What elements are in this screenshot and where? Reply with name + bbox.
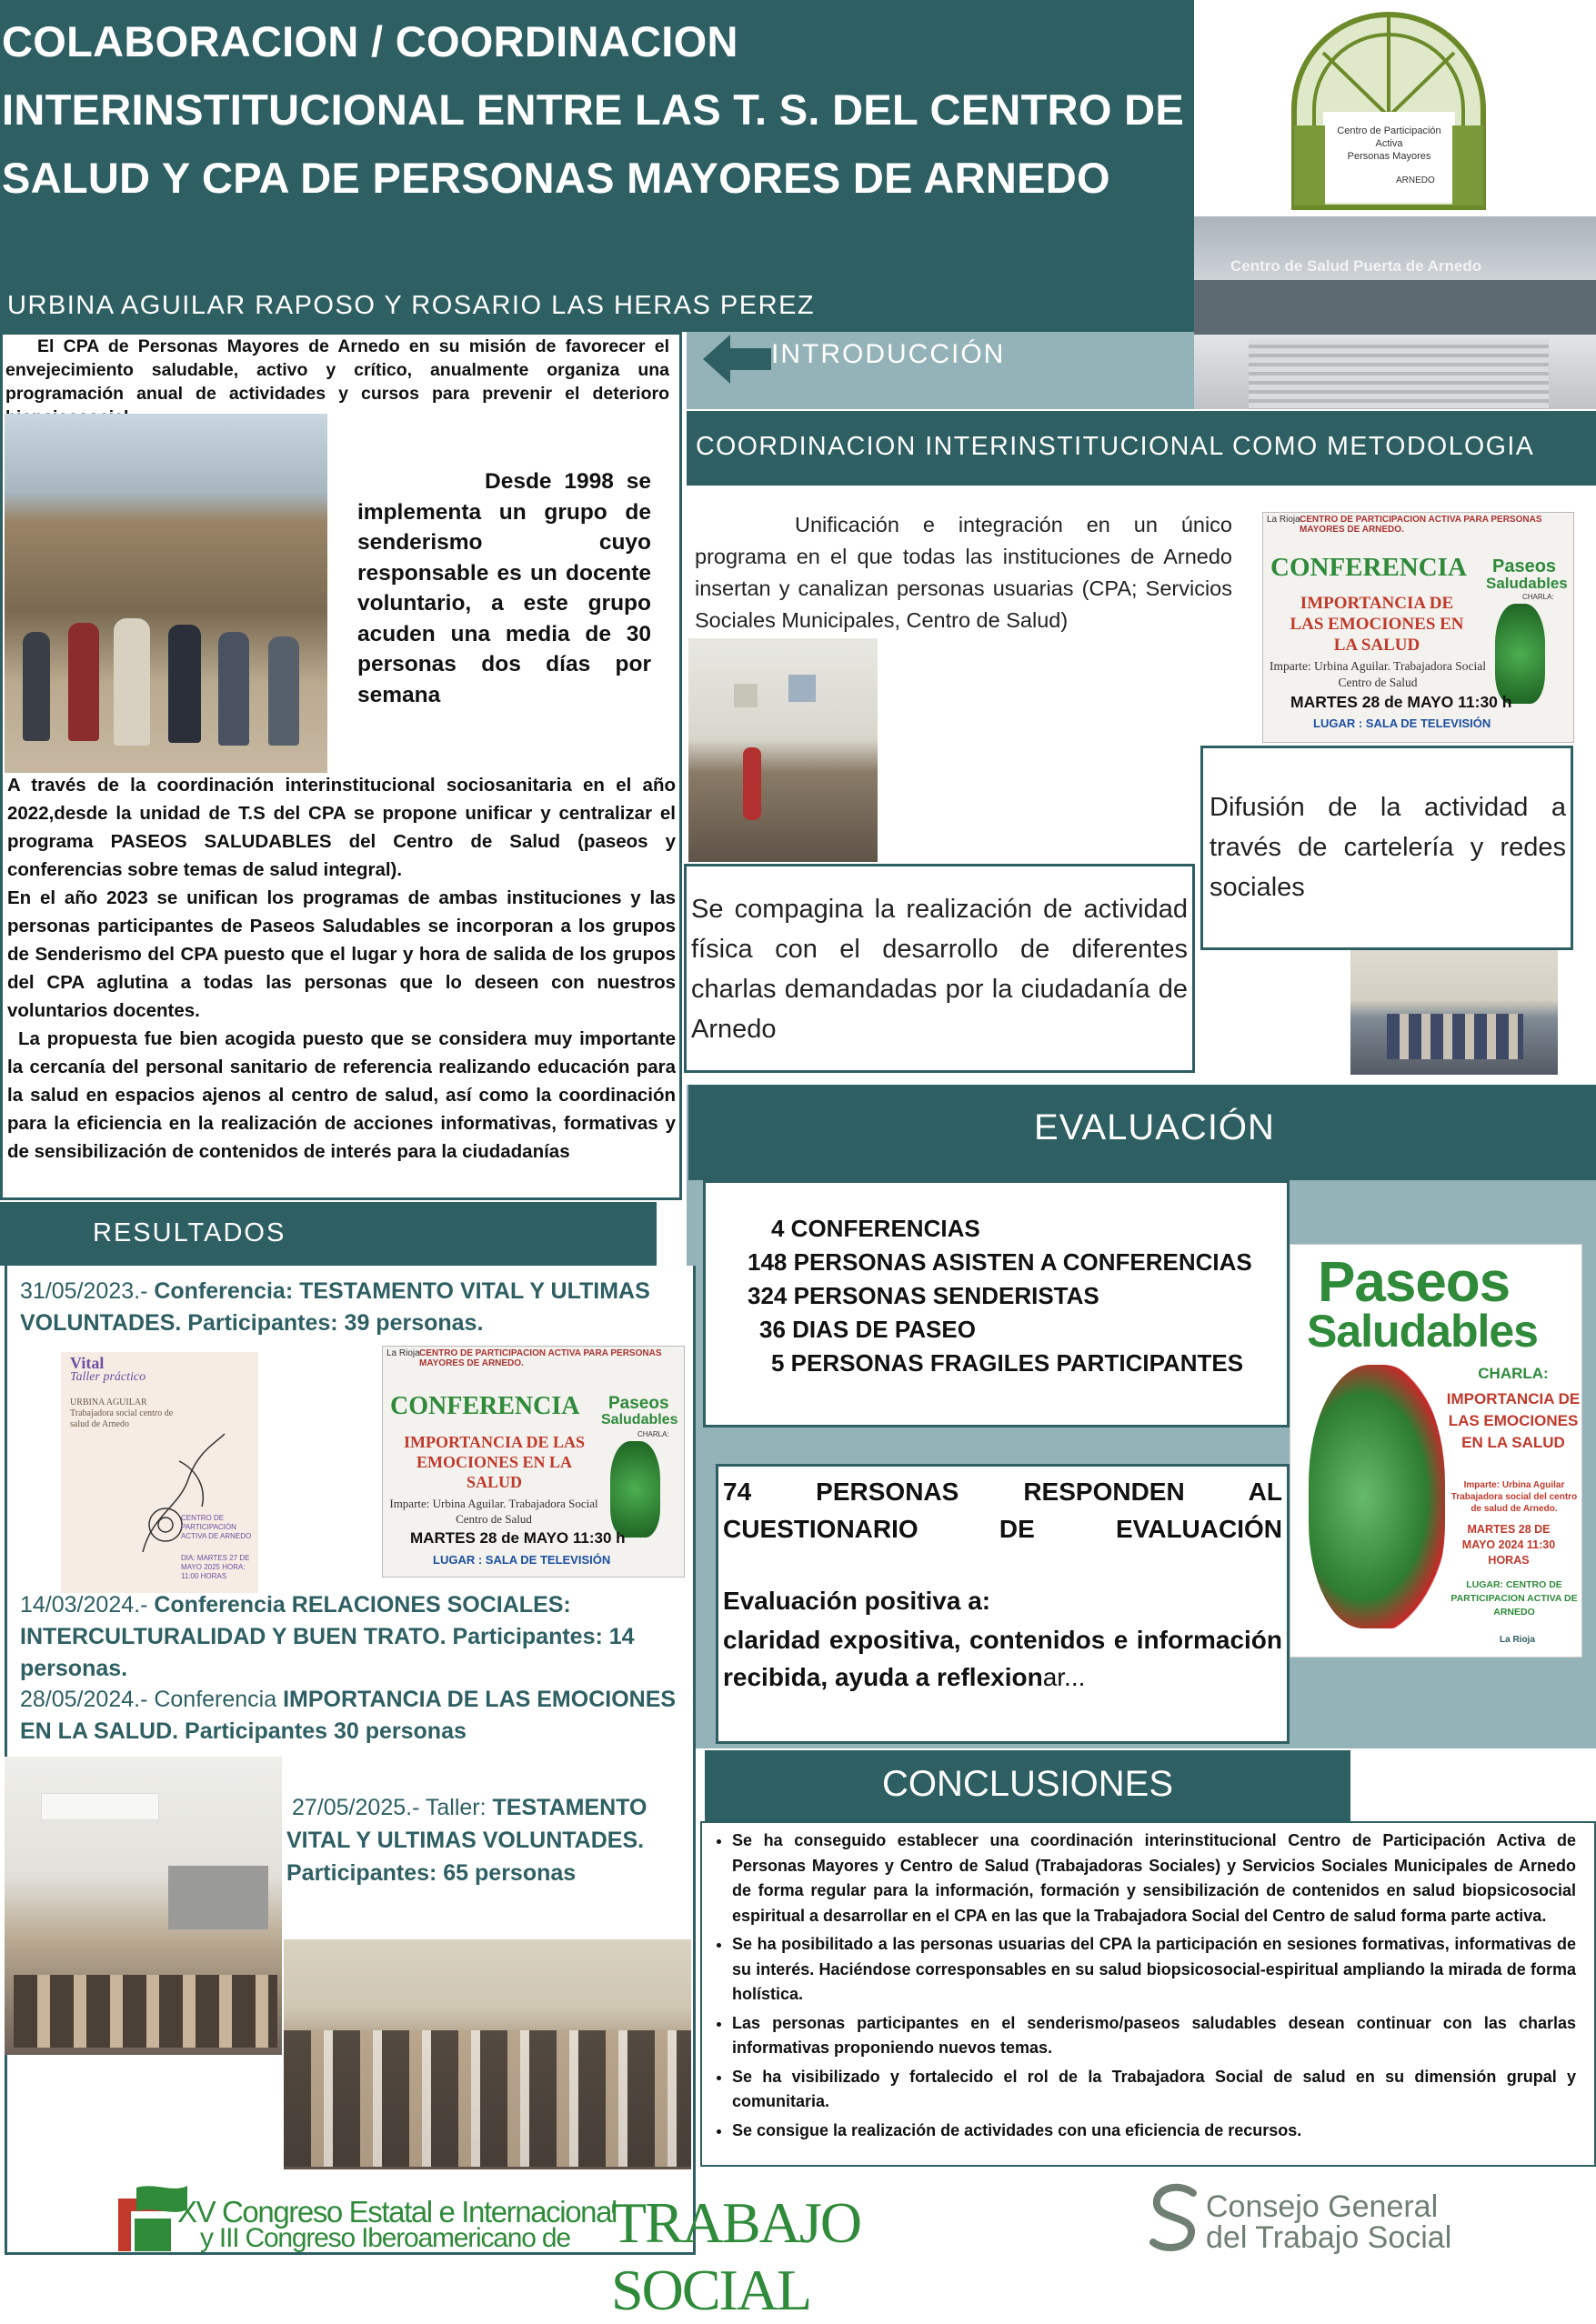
stat-3: 324 PERSONAS SENDERISTAS xyxy=(748,1282,1099,1309)
cpa-logo xyxy=(1287,7,1491,212)
vital-speaker: URBINA AGUILAR Trabajadora social centro de salud de Arnedo xyxy=(70,1397,174,1429)
logo-line2: Activa xyxy=(1375,138,1403,149)
vital-subtitle: Taller práctico xyxy=(70,1370,146,1384)
resultado-1 xyxy=(20,1276,679,1339)
poster-place: LUGAR : SALA DE TELEVISIÓN xyxy=(1313,716,1491,730)
poster-date: MARTES 28 de MAYO 11:30 h xyxy=(410,1529,626,1547)
stat-1: 4 CONFERENCIAS xyxy=(771,1215,980,1242)
evaluacion-heading: EVALUACIÓN xyxy=(1034,1107,1275,1147)
poster-brand-2: Saludables xyxy=(601,1412,678,1427)
resultado-2 xyxy=(20,1589,679,1685)
authors: URBINA AGUILAR RAPOSO Y ROSARIO LAS HERAS PEREZ xyxy=(7,291,816,320)
big-poster-charla: CHARLA: xyxy=(1478,1365,1549,1382)
poster-header: CENTRO DE PARTICIPACION ACTIVA PARA PERSONAS MAYORES DE ARNEDO. xyxy=(1300,515,1542,535)
poster-org: La Rioja xyxy=(1267,515,1300,525)
resultado-2-text: Conferencia RELACIONES SOCIALES: INTERCULTURALIDAD Y BUEN TRATO. Participantes: 14 personas. xyxy=(20,1592,635,1681)
logo-line1: Centro de Participación xyxy=(1337,125,1441,136)
metodologia-text-2: Se compagina la realización de actividad física con el desarrollo de diferentes charlas demandadas por la ciudadanía de Arnedo xyxy=(691,895,1188,1044)
survey-positive-tail: ar... xyxy=(1042,1663,1086,1691)
intro-heading: INTRODUCCIÓN xyxy=(771,339,1006,369)
vital-poster xyxy=(61,1352,258,1593)
poster-brand-2: Saludables xyxy=(1486,575,1568,592)
big-poster-logo: La Rioja xyxy=(1500,1635,1535,1645)
consejo-line-1: Consejo General xyxy=(1206,2189,1439,2224)
metodologia-heading: COORDINACION INTERINSTITUCIONAL COMO METODOLOGIA xyxy=(696,432,1535,461)
poster-subject: IMPORTANCIA DE LAS EMOCIONES EN LA SALUD xyxy=(403,1433,586,1491)
poster-small: CHARLA: xyxy=(1522,593,1554,601)
congress-line-1: XV Congreso Estatal e Internacional xyxy=(177,2195,617,2229)
resultado-1-text: Conferencia: TESTAMENTO VITAL Y ULTIMAS VOLUNTADES. Participantes: 39 personas. xyxy=(20,1278,650,1336)
conclusiones-list xyxy=(705,1828,1576,2147)
resultado-3-text: IMPORTANCIA DE LAS EMOCIONES EN LA SALUD. Participantes 30 personas xyxy=(20,1687,677,1744)
consejo-line-2: del Trabajo Social xyxy=(1206,2220,1452,2255)
hikers-photo xyxy=(5,414,327,773)
poster-subject: IMPORTANCIA DE LAS EMOCIONES EN LA SALUD xyxy=(1290,594,1464,655)
conclusion-item: • Se ha visibilizado y fortalecido el rol de la Trabajadora Social de salud en su dimensión grupal y comunitaria. xyxy=(732,2065,1576,2115)
taller-photo-2 xyxy=(284,1939,691,2169)
intro-paragraph-2: Desde 1998 se implementa un grupo de senderismo cuyo responsable es un docente voluntario, a este grupo acuden una media de 30 personas dos días por semana xyxy=(357,469,651,707)
taller-photo-1 xyxy=(5,1757,282,2055)
resultado-2-date: 14/03/2024.- xyxy=(20,1592,155,1618)
poster-header: CENTRO DE PARTICIPACION ACTIVA PARA PERSONAS MAYORES DE ARNEDO. xyxy=(419,1348,662,1368)
poster-title: COLABORACION / COORDINACION INTERINSTITUCIONAL ENTRE LAS T. S. DEL CENTRO DE SALUD Y CPA DE PERSONAS MAYORES DE ARNEDO xyxy=(2,17,1185,202)
resultado-3-date: 28/05/2024.- Conferencia xyxy=(20,1687,284,1712)
poster-speaker: Imparte: Urbina Aguilar. Trabajadora Social Centro de Salud xyxy=(389,1497,598,1526)
vital-title: Vital xyxy=(70,1354,105,1372)
big-poster-date: MARTES 28 DE MAYO 2024 11:30 HORAS xyxy=(1461,1523,1556,1567)
conclusion-item: • Se ha posibilitado a las personas usuarias del CPA la participación en sesiones formativas, informativas de su interés. Haciéndose corresponsables en su salud biopsicosocial-espiritual ampliando la mirada de forma holística. xyxy=(732,1932,1576,2008)
stat-5: 5 PERSONAS FRAGILES PARTICIPANTES xyxy=(771,1349,1244,1377)
consejo-logo xyxy=(1148,2182,1584,2255)
congress-big: TRABAJO SOCIAL xyxy=(611,2190,861,2322)
conference-photo-1 xyxy=(688,638,878,862)
resultado-4-text: TESTAMENTO VITAL Y ULTIMAS VOLUNTADES. Participantes: 65 personas xyxy=(286,1795,647,1886)
poster-date: MARTES 28 de MAYO 11:30 h xyxy=(1290,693,1512,711)
poster-speaker: Imparte: Urbina Aguilar. Trabajadora Social Centro de Salud xyxy=(1269,659,1487,689)
stat-2: 148 PERSONAS ASISTEN A CONFERENCIAS xyxy=(748,1248,1252,1276)
resultado-3 xyxy=(20,1684,679,1748)
conference-poster-bottom xyxy=(382,1346,685,1578)
congress-line-2: y III Congreso Iberoamericano de xyxy=(200,2223,570,2253)
poster-brand-1: Paseos xyxy=(1492,556,1557,576)
poster-place: LUGAR : SALA DE TELEVISIÓN xyxy=(433,1553,611,1567)
resultado-1-date: 31/05/2023.- xyxy=(20,1278,155,1304)
conclusion-item: • Se ha conseguido establecer una coordinación interinstitucional Centro de Participación Activa de Personas Mayores y Centro de Salud (Trabajadoras Sociales) y Servicios Sociales Municipales de Arnedo de forma regular para la información, formación y sensibilización de contenidos en salud biopsicosocial espiritual a desarrollar en el CPA en las que la Trabajadora Social del Centro de salud forma parte activa. xyxy=(732,1828,1576,1928)
intro-paragraph-1: El CPA de Personas Mayores de Arnedo en su misión de favorecer el envejecimiento saludable, activo y crítico, anualmente organiza una programación anual de actividades y cursos para prevenir el deterioro xyxy=(5,336,669,404)
big-poster-subject: IMPORTANCIA DE LAS EMOCIONES EN LA SALUD xyxy=(1446,1390,1581,1451)
survey-positive xyxy=(723,1621,1282,1696)
conclusion-item: • Se consigue la realización de actividades con una eficiencia de recursos. xyxy=(732,2119,1576,2144)
poster-title: CONFERENCIA xyxy=(1270,553,1467,582)
intro-paragraph-4: En el año 2023 se unifican los programas de ambas instituciones y las personas participantes de Paseos Saludables se incorporan a los grupos de Senderismo del CPA puesto que el lugar y hora de salida de los grupos del CPA aglutina a todas las personas que lo deseen con nuestros voluntarios docentes. xyxy=(7,887,676,1021)
big-poster-speaker: Imparte: Urbina Aguilar Trabajadora social del centro de salud de Arnedo. xyxy=(1450,1480,1578,1514)
resultado-4-date: 27/05/2025.- Taller: xyxy=(292,1795,493,1820)
vital-venue: CENTRO DE PARTICIPACIÓN ACTIVA DE ARNEDO xyxy=(181,1514,252,1540)
poster-title: CONFERENCIA xyxy=(390,1392,580,1420)
survey-positive-text: claridad expositiva, contenidos e información recibida, ayuda a reflexion xyxy=(723,1626,1282,1691)
stat-4: 36 DIAS DE PASEO xyxy=(759,1316,976,1343)
intro-paragraph-5: La propuesta fue bien acogida puesto que se considera muy importante la cercanía del personal sanitario de referencia realizando educación para la salud en espacios ajenos al centro de salud, así como la coordinación para la eficiencia en la realización de acciones informativas, formativas y de sensibilización de contenidos de interés para la ciudadanías xyxy=(7,1028,676,1162)
conference-photo-2 xyxy=(1350,950,1558,1075)
paseos-saludables-poster xyxy=(1290,1244,1582,1658)
metodologia-text-1: Unificación e integración en un único programa en el que todas las instituciones de Arnedo insertan y canalizan personas usuarias (CPA; Servicios Sociales Municipales, Centro de Salud) xyxy=(695,513,1232,632)
logo-line3: Personas Mayores xyxy=(1347,151,1431,162)
arch-logo-icon xyxy=(1287,7,1491,212)
intro-paragraph-3: A través de la coordinación interinstitucional sociosanitaria en el año 2022,desde la unidad de T.S del CPA se propone unificar y centralizar el programa PASEOS SALUDABLES del Centro de Salud (paseos y conferencias sobre temas de salud integral). xyxy=(7,775,676,880)
building-sign: Centro de Salud Puerta de Arnedo xyxy=(1230,257,1482,275)
congress-logo xyxy=(109,2182,964,2322)
vital-date: DIA: MARTES 27 DE MAYO 2025 HORA: 11:00 HORAS xyxy=(181,1554,250,1580)
poster-org: La Rioja xyxy=(386,1348,420,1358)
arrow-left-icon xyxy=(703,335,771,384)
big-poster-brand-2: Saludables xyxy=(1307,1306,1538,1357)
poster-small: CHARLA: xyxy=(637,1430,669,1438)
survey-text: 74 PERSONAS RESPONDEN AL CUESTIONARIO DE EVALUACIÓN xyxy=(723,1478,1282,1543)
resultado-4 xyxy=(286,1791,691,1889)
survey-positive-label: Evaluación positiva a: xyxy=(723,1587,991,1615)
conclusion-item: • Las personas participantes en el senderismo/paseos saludables desean continuar con las charlas informativas proponiendo nuevos temas. xyxy=(732,2011,1576,2061)
consejo-s-icon xyxy=(1148,2182,1202,2253)
resultados-heading: RESULTADOS xyxy=(93,1218,286,1247)
conference-poster-top xyxy=(1262,512,1574,743)
big-poster-place: LUGAR: CENTRO DE PARTICIPACION ACTIVA DE ARNEDO xyxy=(1450,1579,1578,1618)
health-centre-photo xyxy=(1194,216,1596,409)
big-poster-brand-1: Paseos xyxy=(1318,1251,1511,1314)
conclusiones-heading: CONCLUSIONES xyxy=(881,1764,1174,1804)
poster-brand-1: Paseos xyxy=(608,1394,669,1413)
logo-place: ARNEDO xyxy=(1396,175,1435,185)
metodologia-text-3: Difusión de la actividad a través de cartelería y redes sociales xyxy=(1210,793,1566,902)
